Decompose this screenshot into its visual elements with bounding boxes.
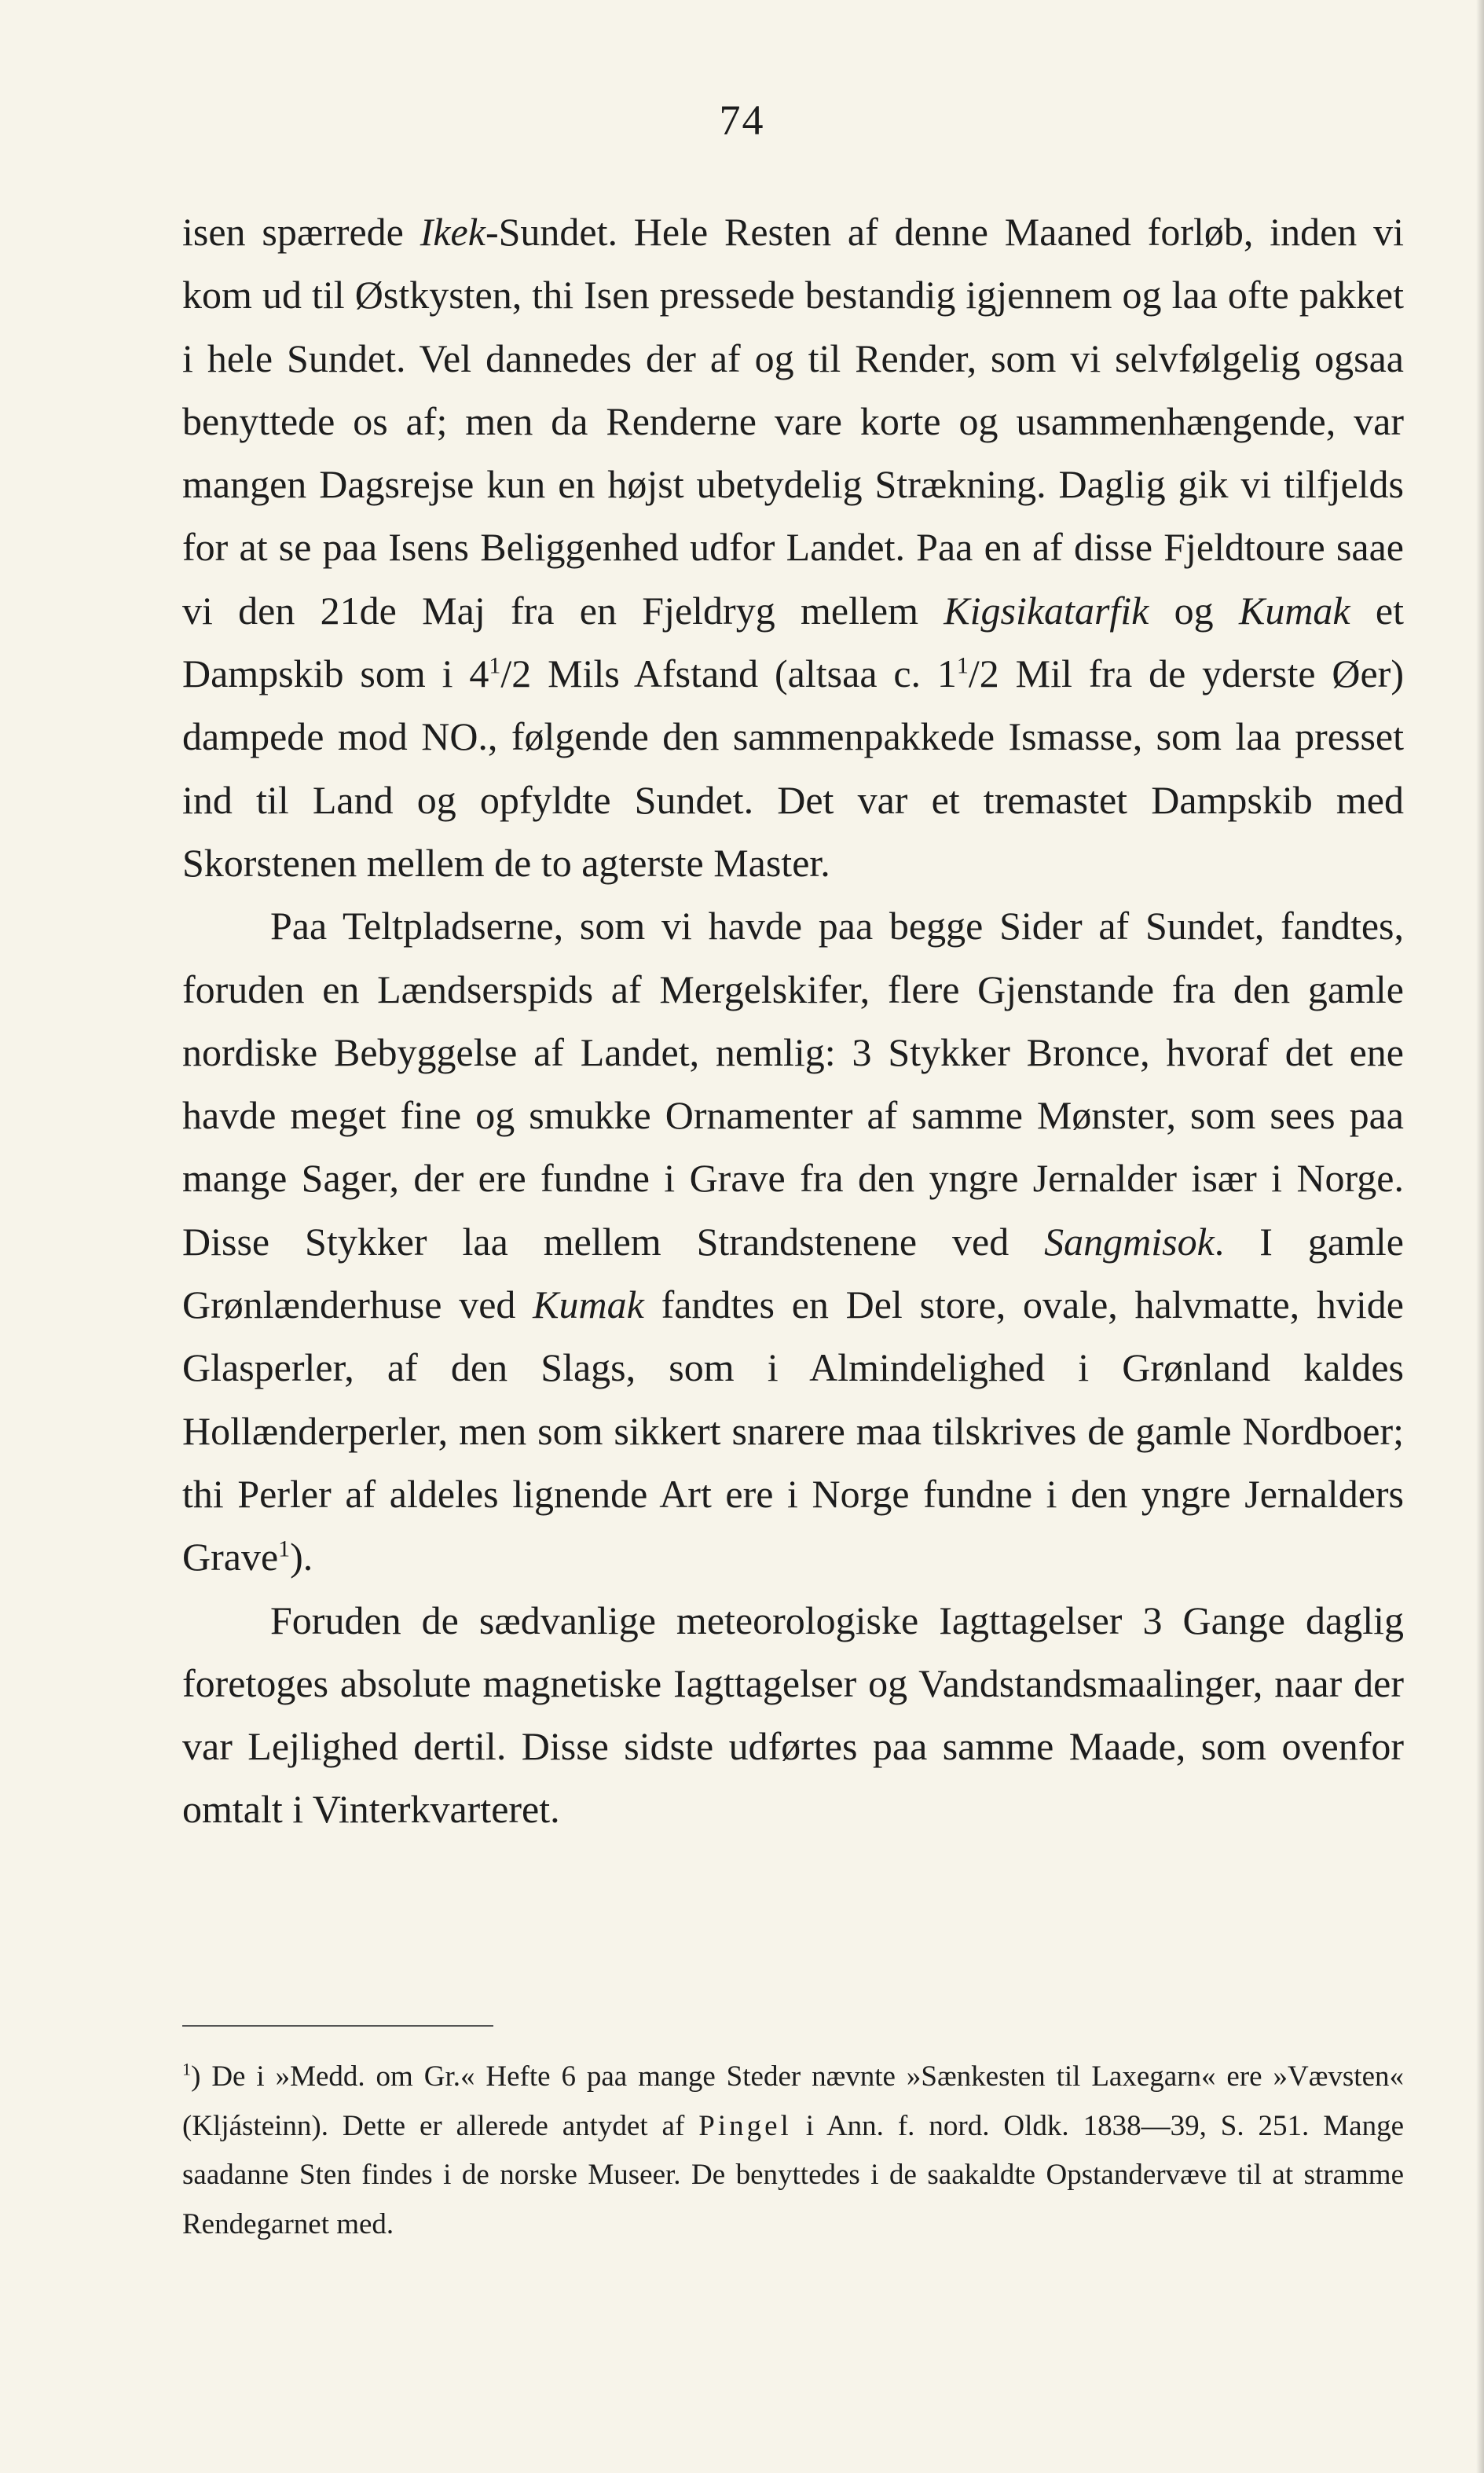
paragraph — [182, 894, 1404, 1588]
footnote — [182, 2053, 1404, 2249]
italic-name: Kumak — [533, 1282, 644, 1327]
superscript: 1 — [956, 652, 969, 679]
footnote-separator — [182, 2025, 493, 2027]
page-number: 74 — [719, 97, 765, 144]
superscript: 1 — [182, 2059, 192, 2079]
text-run: Foruden de sædvanlige meteorologiske Iagttagelser 3 Gange daglig foretoges absolute magnetiske Iagttagelser og Vandstandsmaalinger, naar der var Lejlighed dertil. Disse sidste udførtes paa samme Maade, som ovenfor omtalt i Vinterkvarteret. — [182, 1598, 1404, 1832]
spaced-name: Pingel — [698, 2109, 792, 2142]
paragraph — [182, 200, 1404, 894]
text-run: ) De i »Medd. om Gr.« Hefte 6 paa mange Steder nævnte »Sænkesten til Laxegarn« ere »Vævsten« (Kljásteinn). Dette er allerede antydet af — [182, 2060, 1404, 2142]
italic-name: Kigsikatarfik — [944, 588, 1149, 633]
superscript: 1 — [489, 652, 501, 679]
paragraph — [182, 1589, 1404, 1841]
text-run: /2 Mil fra de yderste Øer) dampede mod NO., følgende den sammenpakkede Ismasse, som laa presset ind til Land og opfyldte Sundet. Det var et tremastet Dampskib med Skorstenen mellem de to agterste Master. — [182, 651, 1404, 885]
italic-name: Ikek — [420, 210, 486, 254]
text-run: /2 Mils Afstand (altsaa c. 1 — [500, 651, 957, 696]
text-run: . I gamle Grønlænderhuse ved — [182, 1219, 1404, 1327]
superscript: 1 — [278, 1536, 291, 1562]
text-run: -Sundet. Hele Resten af denne Maaned forløb, inden vi kom ud til Østkysten, thi Isen pressede bestandig igjennem og laa ofte pakket i hele Sundet. Vel dannedes der af og til Render, som vi selvfølgelig ogsaa benyttede os af; men da Renderne vare korte og usammenhængende, var mangen Dagsrejse kun en højst ubetydelig Strækning. Daglig gik vi tilfjelds for at se paa Isens Beliggenhed udfor Landet. Paa en af disse Fjeldtoure saae vi den 21de Maj fra en Fjeldryg mellem — [182, 210, 1404, 633]
text-run: i Ann. f. nord. Oldk. 1838—39, S. 251. Mange saadanne Sten findes i de norske Museer. De benyttedes i de saakaldte Opstandervæve til at stramme Rendegarnet med. — [182, 2109, 1404, 2240]
italic-name: Sangmisok — [1044, 1219, 1215, 1264]
text-run: ). — [290, 1535, 313, 1580]
text-run: og — [1149, 588, 1239, 633]
italic-name: Kumak — [1238, 588, 1350, 633]
text-run: fandtes en Del store, ovale, halvmatte, hvide Glasperler, af den Slags, som i Almindelighed i Grønland kaldes Hollænderperler, men som sikkert snarere maa tilskrives de gamle Nordboer; thi Perler af aldeles lignende Art ere i Norge fundne i den yngre Jernalders Grave — [182, 1282, 1404, 1580]
text-run: et Dampskib som i 4 — [182, 588, 1405, 696]
page-edge-shadow — [1476, 0, 1484, 2473]
body-text — [182, 200, 1404, 1841]
text-run: Paa Teltpladserne, som vi havde paa begge Sider af Sundet, fandtes, foruden en Lændserspids af Mergelskifer, flere Gjenstande fra den gamle nordiske Bebyggelse af Landet, nemlig: 3 Stykker Bronce, hvoraf det ene havde meget fine og smukke Ornamenter af samme Mønster, som sees paa mange Sager, der ere fundne i Grave fra den yngre Jernalder især i Norge. Disse Stykker laa mellem Strandstenene ved — [182, 904, 1404, 1264]
footnote-text — [182, 2053, 1404, 2249]
text-run: isen spærrede — [182, 210, 420, 254]
